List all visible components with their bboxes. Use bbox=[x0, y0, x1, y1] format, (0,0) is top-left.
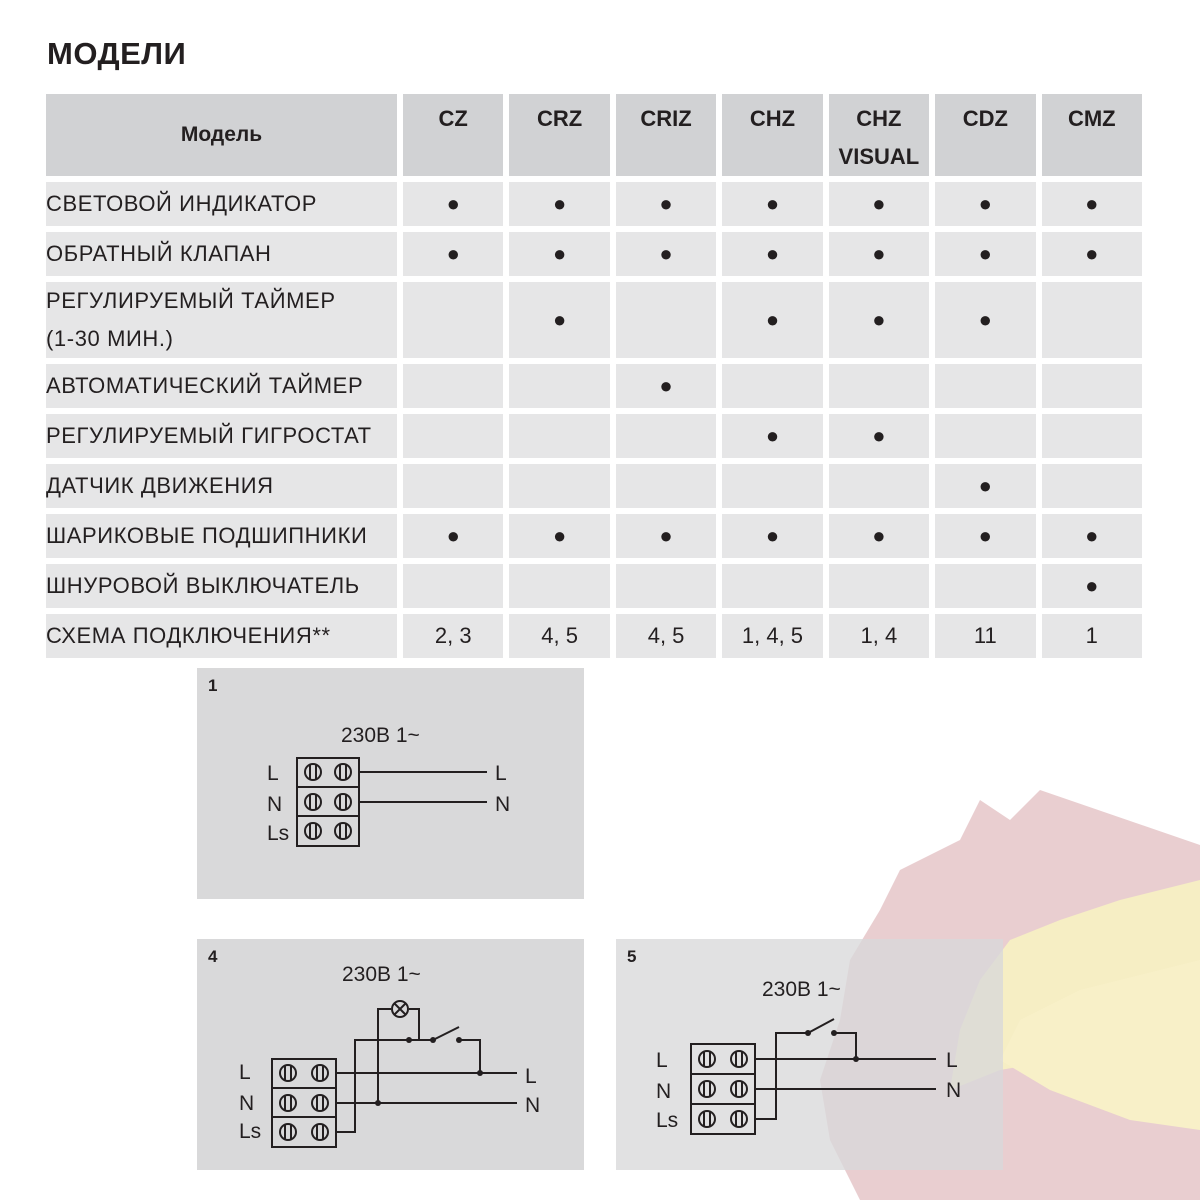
output-label: N bbox=[946, 1079, 962, 1102]
feature-cell bbox=[935, 364, 1035, 408]
output-label: N bbox=[525, 1094, 541, 1117]
terminal-label: Ls bbox=[239, 1120, 262, 1143]
feature-cell bbox=[1042, 364, 1142, 408]
feature-cell bbox=[509, 564, 609, 608]
feature-cell: ● bbox=[722, 282, 822, 358]
feature-cell: ● bbox=[403, 232, 503, 276]
feature-cell bbox=[1042, 464, 1142, 508]
feature-cell: 1, 4 bbox=[829, 614, 929, 658]
feature-cell bbox=[616, 464, 716, 508]
page-title: МОДЕЛИ bbox=[47, 36, 187, 71]
row-label: ШНУРОВОЙ ВЫКЛЮЧАТЕЛЬ bbox=[46, 564, 397, 608]
feature-cell: ● bbox=[1042, 564, 1142, 608]
feature-cell bbox=[509, 414, 609, 458]
table-header-row bbox=[46, 94, 1142, 176]
terminal-block-icon bbox=[297, 758, 359, 846]
row-label: РЕГУЛИРУЕМЫЙ ТАЙМЕР (1-30 МИН.) bbox=[46, 282, 397, 358]
row-label: ДАТЧИК ДВИЖЕНИЯ bbox=[46, 464, 397, 508]
wiring-diagram-1 bbox=[197, 668, 584, 899]
feature-cell: ● bbox=[829, 282, 929, 358]
table-row bbox=[46, 232, 1142, 276]
feature-cell bbox=[1042, 414, 1142, 458]
terminal-label: L bbox=[239, 1061, 251, 1084]
feature-cell: ● bbox=[403, 514, 503, 558]
output-label: N bbox=[495, 793, 511, 816]
models-table bbox=[40, 88, 1148, 664]
feature-cell: ● bbox=[829, 414, 929, 458]
terminal-label: Ls bbox=[656, 1109, 679, 1132]
terminal-label: N bbox=[239, 1092, 255, 1115]
wire-lines bbox=[359, 772, 487, 802]
feature-cell bbox=[722, 464, 822, 508]
column-header: CHZ VISUAL bbox=[829, 94, 929, 176]
lamp-icon bbox=[392, 1001, 408, 1017]
feature-cell: ● bbox=[509, 182, 609, 226]
feature-cell bbox=[509, 364, 609, 408]
feature-cell: 1, 4, 5 bbox=[722, 614, 822, 658]
feature-cell bbox=[403, 364, 503, 408]
feature-cell: ● bbox=[616, 514, 716, 558]
feature-cell: 11 bbox=[935, 614, 1035, 658]
row-label: РЕГУЛИРУЕМЫЙ ГИГРОСТАТ bbox=[46, 414, 397, 458]
wiring-diagram-5 bbox=[616, 939, 1003, 1170]
voltage-label: 230В 1~ bbox=[341, 724, 420, 747]
row-label: СХЕМА ПОДКЛЮЧЕНИЯ** bbox=[46, 614, 397, 658]
feature-cell: ● bbox=[509, 232, 609, 276]
feature-cell bbox=[403, 464, 503, 508]
wire-lines bbox=[755, 1019, 936, 1119]
feature-cell: ● bbox=[1042, 232, 1142, 276]
column-header: CMZ bbox=[1042, 94, 1142, 176]
column-header: CHZ bbox=[722, 94, 822, 176]
output-label: L bbox=[495, 762, 507, 785]
feature-cell: ● bbox=[829, 182, 929, 226]
feature-cell bbox=[1042, 282, 1142, 358]
table-row bbox=[46, 464, 1142, 508]
wiring-schematic bbox=[616, 939, 1003, 1170]
feature-cell bbox=[935, 564, 1035, 608]
feature-cell: ● bbox=[1042, 182, 1142, 226]
row-label: ОБРАТНЫЙ КЛАПАН bbox=[46, 232, 397, 276]
table-row bbox=[46, 282, 1142, 358]
diagram-number: 5 bbox=[627, 947, 637, 966]
feature-cell: ● bbox=[829, 514, 929, 558]
feature-cell bbox=[616, 564, 716, 608]
junction-dots bbox=[375, 1037, 483, 1106]
table-row bbox=[46, 514, 1142, 558]
column-header: CZ bbox=[403, 94, 503, 176]
table-row bbox=[46, 182, 1142, 226]
feature-cell bbox=[616, 282, 716, 358]
output-label: L bbox=[946, 1049, 958, 1072]
terminal-label: L bbox=[656, 1049, 668, 1072]
feature-cell bbox=[722, 564, 822, 608]
terminal-label: L bbox=[267, 762, 279, 785]
feature-cell bbox=[403, 414, 503, 458]
diagram-number: 1 bbox=[208, 676, 218, 695]
feature-cell bbox=[509, 464, 609, 508]
feature-cell: ● bbox=[1042, 514, 1142, 558]
voltage-label: 230В 1~ bbox=[342, 963, 421, 986]
header-model-label: Модель bbox=[46, 94, 397, 176]
feature-cell bbox=[616, 414, 716, 458]
feature-cell: ● bbox=[722, 232, 822, 276]
terminal-block-icon bbox=[691, 1044, 755, 1134]
feature-cell: ● bbox=[509, 282, 609, 358]
voltage-label: 230В 1~ bbox=[762, 978, 841, 1001]
feature-cell: ● bbox=[616, 232, 716, 276]
row-label: ШАРИКОВЫЕ ПОДШИПНИКИ bbox=[46, 514, 397, 558]
feature-cell: ● bbox=[935, 514, 1035, 558]
feature-cell: 4, 5 bbox=[616, 614, 716, 658]
feature-cell: ● bbox=[935, 182, 1035, 226]
wiring-schematic bbox=[197, 939, 584, 1170]
feature-cell: ● bbox=[935, 232, 1035, 276]
output-label: L bbox=[525, 1065, 537, 1088]
feature-cell: ● bbox=[616, 364, 716, 408]
feature-cell: ● bbox=[509, 514, 609, 558]
feature-cell: ● bbox=[935, 282, 1035, 358]
wiring-schematic bbox=[197, 668, 584, 899]
feature-cell: ● bbox=[403, 182, 503, 226]
feature-cell: ● bbox=[829, 232, 929, 276]
feature-cell bbox=[722, 364, 822, 408]
wire-lines bbox=[336, 1009, 517, 1132]
table-row bbox=[46, 564, 1142, 608]
table-row bbox=[46, 414, 1142, 458]
junction-dots bbox=[805, 1030, 859, 1062]
feature-cell: 1 bbox=[1042, 614, 1142, 658]
feature-cell: ● bbox=[722, 182, 822, 226]
feature-cell bbox=[829, 564, 929, 608]
column-header: CRZ bbox=[509, 94, 609, 176]
row-label: СВЕТОВОЙ ИНДИКАТОР bbox=[46, 182, 397, 226]
feature-cell bbox=[403, 564, 503, 608]
column-header: CDZ bbox=[935, 94, 1035, 176]
wiring-diagram-4 bbox=[197, 939, 584, 1170]
table-row bbox=[46, 614, 1142, 658]
feature-cell: ● bbox=[616, 182, 716, 226]
terminal-label: N bbox=[267, 793, 283, 816]
feature-cell bbox=[403, 282, 503, 358]
terminal-block-icon bbox=[272, 1059, 336, 1147]
feature-cell: ● bbox=[722, 514, 822, 558]
diagram-number: 4 bbox=[208, 947, 218, 966]
feature-cell: ● bbox=[722, 414, 822, 458]
row-label: АВТОМАТИЧЕСКИЙ ТАЙМЕР bbox=[46, 364, 397, 408]
table-row bbox=[46, 364, 1142, 408]
feature-cell: 2, 3 bbox=[403, 614, 503, 658]
feature-cell bbox=[829, 464, 929, 508]
feature-cell bbox=[935, 414, 1035, 458]
feature-cell bbox=[829, 364, 929, 408]
terminal-label: Ls bbox=[267, 822, 290, 845]
terminal-label: N bbox=[656, 1080, 672, 1103]
feature-cell: 4, 5 bbox=[509, 614, 609, 658]
column-header: CRIZ bbox=[616, 94, 716, 176]
feature-cell: ● bbox=[935, 464, 1035, 508]
